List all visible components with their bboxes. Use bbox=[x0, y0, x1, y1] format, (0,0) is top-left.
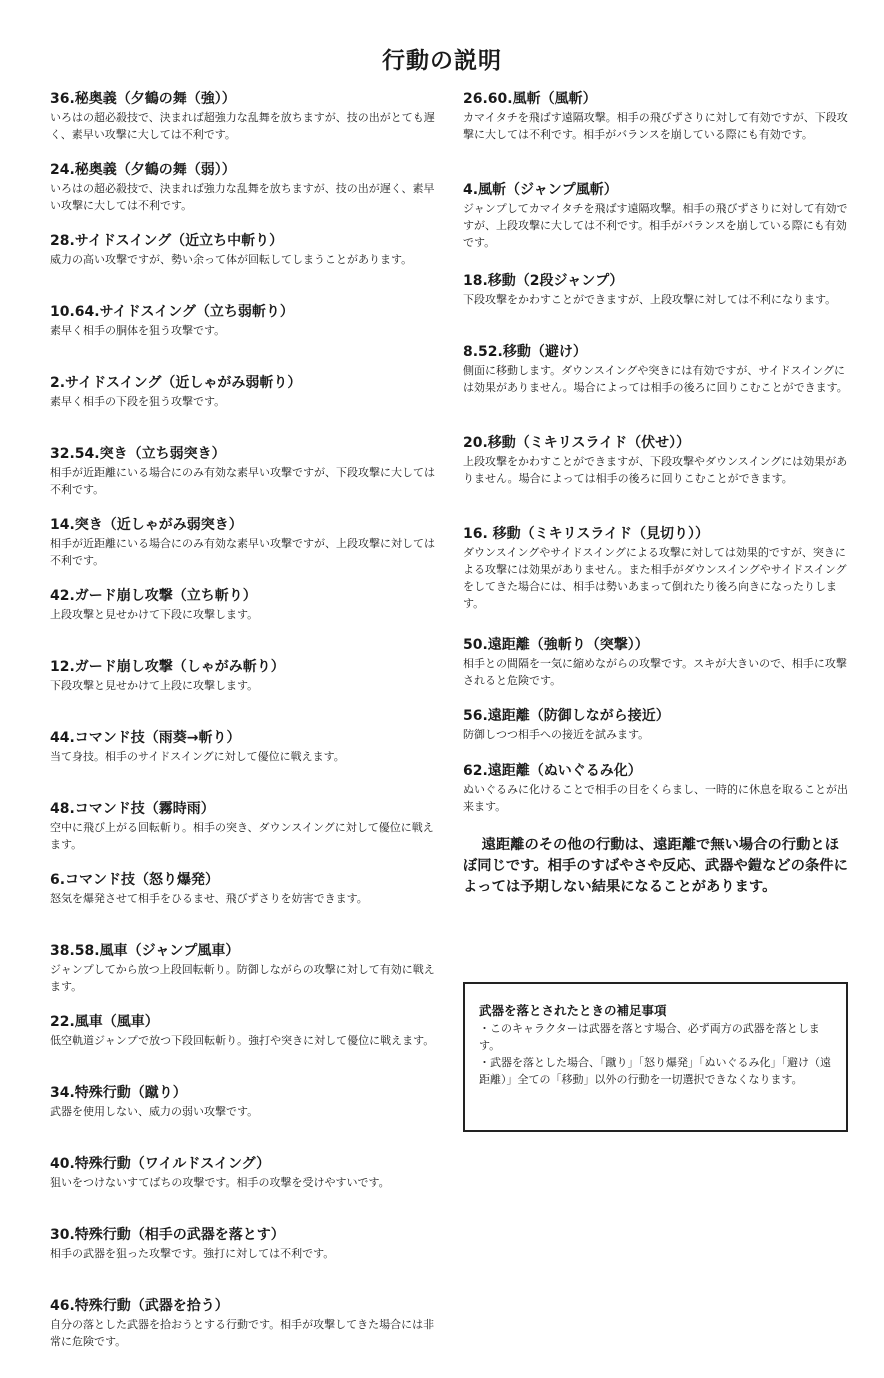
move-entry bbox=[50, 1226, 435, 1297]
move-title: 2.サイドスイング（近しゃがみ弱斬り） bbox=[50, 375, 302, 391]
move-entry bbox=[50, 729, 435, 800]
move-entry bbox=[50, 374, 435, 445]
move-title: 56.遠距離（防御しながら接近） bbox=[463, 708, 670, 724]
move-title: 38.58.風車（ジャンプ風車） bbox=[50, 943, 240, 959]
move-entry bbox=[463, 707, 848, 762]
move-title: 10.64.サイドスイング（立ち弱斬り） bbox=[50, 304, 294, 320]
move-description: いろはの超必殺技で、決まれば強力な乱舞を放ちますが、技の出が遅く、素早い攻撃に大しては不利です。 bbox=[50, 182, 435, 212]
move-title: 22.風車（風車） bbox=[50, 1014, 159, 1030]
move-description: 威力の高い攻撃ですが、勢い余って体が回転してしまうことがあります。 bbox=[50, 253, 413, 266]
move-entry bbox=[50, 587, 435, 658]
move-description: 側面に移動します。ダウンスイングや突きには有効ですが、サイドスイングには効果がありません。場合によっては相手の後ろに回りこむことができます。 bbox=[463, 364, 848, 394]
move-description: 素早く相手の胴体を狙う攻撃です。 bbox=[50, 324, 226, 337]
move-description: 当て身技。相手のサイドスイングに対して優位に戦えます。 bbox=[50, 750, 345, 763]
move-title: 50.遠距離（強斬り（突撃）） bbox=[463, 637, 649, 653]
move-entry bbox=[50, 161, 435, 232]
move-description: 下段攻撃と見せかけて上段に攻撃します。 bbox=[50, 679, 259, 692]
move-title: 20.移動（ミキリスライド（伏せ）） bbox=[463, 435, 691, 451]
move-entry bbox=[50, 871, 435, 942]
move-entry bbox=[50, 1155, 435, 1226]
move-description: 相手との間隔を一気に縮めながらの攻撃です。スキが大きいので、相手に攻撃されると危険です。 bbox=[463, 657, 847, 687]
move-title: 6.コマンド技（怒り爆発） bbox=[50, 872, 220, 888]
move-entry bbox=[50, 1084, 435, 1155]
move-entry bbox=[50, 1013, 435, 1084]
supplement-box bbox=[463, 982, 848, 1132]
move-description: 下段攻撃をかわすことができますが、上段攻撃に対しては不利になります。 bbox=[463, 293, 837, 306]
move-title: 16. 移動（ミキリスライド（見切り）） bbox=[463, 526, 709, 542]
move-title: 18.移動（2段ジャンプ） bbox=[463, 273, 624, 289]
move-entry bbox=[463, 343, 848, 434]
right-column bbox=[463, 90, 848, 898]
move-title: 4.風斬（ジャンプ風斬） bbox=[463, 182, 618, 198]
move-description: 相手が近距離にいる場合にのみ有効な素早い攻撃ですが、上段攻撃に対しては不利です。 bbox=[50, 537, 435, 567]
move-title: 32.54.突き（立ち弱突き） bbox=[50, 446, 226, 462]
move-description: ジャンプしてから放つ上段回転斬り。防御しながらの攻撃に対して有効に戦えます。 bbox=[50, 963, 435, 993]
move-description: ダウンスイングやサイドスイングによる攻撃に対しては効果的ですが、突きによる攻撃には効果がありません。また相手がダウンスイングやサイドスイングをしてきた場合には、相手は勢いあまって倒れたり後ろ向きになったりします。 bbox=[463, 546, 847, 610]
move-description: 自分の落とした武器を拾おうとする行動です。相手が攻撃してきた場合には非常に危険です。 bbox=[50, 1318, 435, 1348]
move-entry bbox=[463, 434, 848, 525]
move-title: 14.突き（近しゃがみ弱突き） bbox=[50, 517, 243, 533]
move-description: 素早く相手の下段を狙う攻撃です。 bbox=[50, 395, 226, 408]
move-title: 62.遠距離（ぬいぐるみ化） bbox=[463, 763, 642, 779]
move-entry bbox=[50, 90, 435, 161]
move-title: 12.ガード崩し攻撃（しゃがみ斬り） bbox=[50, 659, 285, 675]
move-description: 低空軌道ジャンプで放つ下段回転斬り。強打や突きに対して優位に戦えます。 bbox=[50, 1034, 435, 1047]
move-entry bbox=[50, 445, 435, 516]
move-entry bbox=[50, 942, 435, 1013]
move-title: 8.52.移動（避け） bbox=[463, 344, 587, 360]
move-entry bbox=[463, 762, 848, 833]
move-description: 相手の武器を狙った攻撃です。強打に対しては不利です。 bbox=[50, 1247, 335, 1260]
move-title: 44.コマンド技（雨葵→斬り） bbox=[50, 730, 241, 746]
move-entry bbox=[50, 800, 435, 871]
move-entry bbox=[50, 303, 435, 374]
supplement-item: ・武器を落とした場合、「蹴り」「怒り爆発」「ぬいぐるみ化」「避け（遠距離）」全ての「移動」以外の行動を一切選択できなくなります。 bbox=[479, 1056, 831, 1086]
move-description: 防御しつつ相手への接近を試みます。 bbox=[463, 728, 650, 741]
move-entry bbox=[463, 272, 848, 343]
move-title: 46.特殊行動（武器を拾う） bbox=[50, 1298, 229, 1314]
move-title: 36.秘奥義（夕鶴の舞（強）） bbox=[50, 91, 236, 107]
move-description: いろはの超必殺技で、決まれば超強力な乱舞を放ちますが、技の出がとても遅く、素早い攻撃に大しては不利です。 bbox=[50, 111, 435, 141]
move-title: 34.特殊行動（蹴り） bbox=[50, 1085, 187, 1101]
long-range-note: 遠距離のその他の行動は、遠距離で無い場合の行動とほぼ同じです。相手のすばやさや反応、武器や鎧などの条件によっては予期しない結果になることがあります。 bbox=[463, 837, 848, 895]
move-entry bbox=[50, 232, 435, 303]
move-title: 40.特殊行動（ワイルドスイング） bbox=[50, 1156, 271, 1172]
move-description: ジャンプしてカマイタチを飛ばす遠隔攻撃。相手の飛びずさりに対して有効ですが、上段攻撃に大しては不利です。相手がバランスを崩している際にも有効です。 bbox=[463, 202, 848, 249]
move-entry bbox=[50, 658, 435, 729]
move-description: 狙いをつけないすてばちの攻撃です。相手の攻撃を受けやすいです。 bbox=[50, 1176, 390, 1189]
move-entry bbox=[463, 636, 848, 707]
move-entry bbox=[50, 516, 435, 587]
move-description: ぬいぐるみに化けることで相手の目をくらまし、一時的に休息を取ることが出来ます。 bbox=[463, 783, 848, 813]
move-description: 上段攻撃と見せかけて下段に攻撃します。 bbox=[50, 608, 259, 621]
move-entry bbox=[463, 525, 848, 636]
move-description: カマイタチを飛ばす遠隔攻撃。相手の飛びずさりに対して有効ですが、下段攻撃に大しては不利です。相手がバランスを崩している際にも有効です。 bbox=[463, 111, 848, 141]
move-description: 武器を使用しない、威力の弱い攻撃です。 bbox=[50, 1105, 259, 1118]
move-description: 相手が近距離にいる場合にのみ有効な素早い攻撃ですが、下段攻撃に大しては不利です。 bbox=[50, 466, 435, 496]
move-entry bbox=[50, 1297, 435, 1368]
move-title: 24.秘奥義（夕鶴の舞（弱）） bbox=[50, 162, 236, 178]
supplement-title: 武器を落とされたときの補足事項 bbox=[479, 1003, 667, 1018]
move-entry bbox=[463, 90, 848, 181]
left-column bbox=[50, 90, 435, 1368]
move-title: 42.ガード崩し攻撃（立ち斬り） bbox=[50, 588, 257, 604]
move-title: 30.特殊行動（相手の武器を落とす） bbox=[50, 1227, 285, 1243]
page-title: 行動の説明 bbox=[382, 48, 502, 74]
move-title: 28.サイドスイング（近立ち中斬り） bbox=[50, 233, 284, 249]
move-description: 空中に飛び上がる回転斬り。相手の突き、ダウンスイングに対して優位に戦えます。 bbox=[50, 821, 434, 851]
move-description: 怒気を爆発させて相手をひるませ、飛びずさりを妨害できます。 bbox=[50, 892, 368, 905]
move-entry bbox=[463, 181, 848, 272]
move-title: 48.コマンド技（霧時雨） bbox=[50, 801, 215, 817]
move-title: 26.60.風斬（風斬） bbox=[463, 91, 597, 107]
move-description: 上段攻撃をかわすことができますが、下段攻撃やダウンスイングには効果がありません。場合によっては相手の後ろに回りこむことができます。 bbox=[463, 455, 848, 485]
supplement-item: ・このキャラクターは武器を落とす場合、必ず両方の武器を落とします。 bbox=[479, 1022, 820, 1052]
